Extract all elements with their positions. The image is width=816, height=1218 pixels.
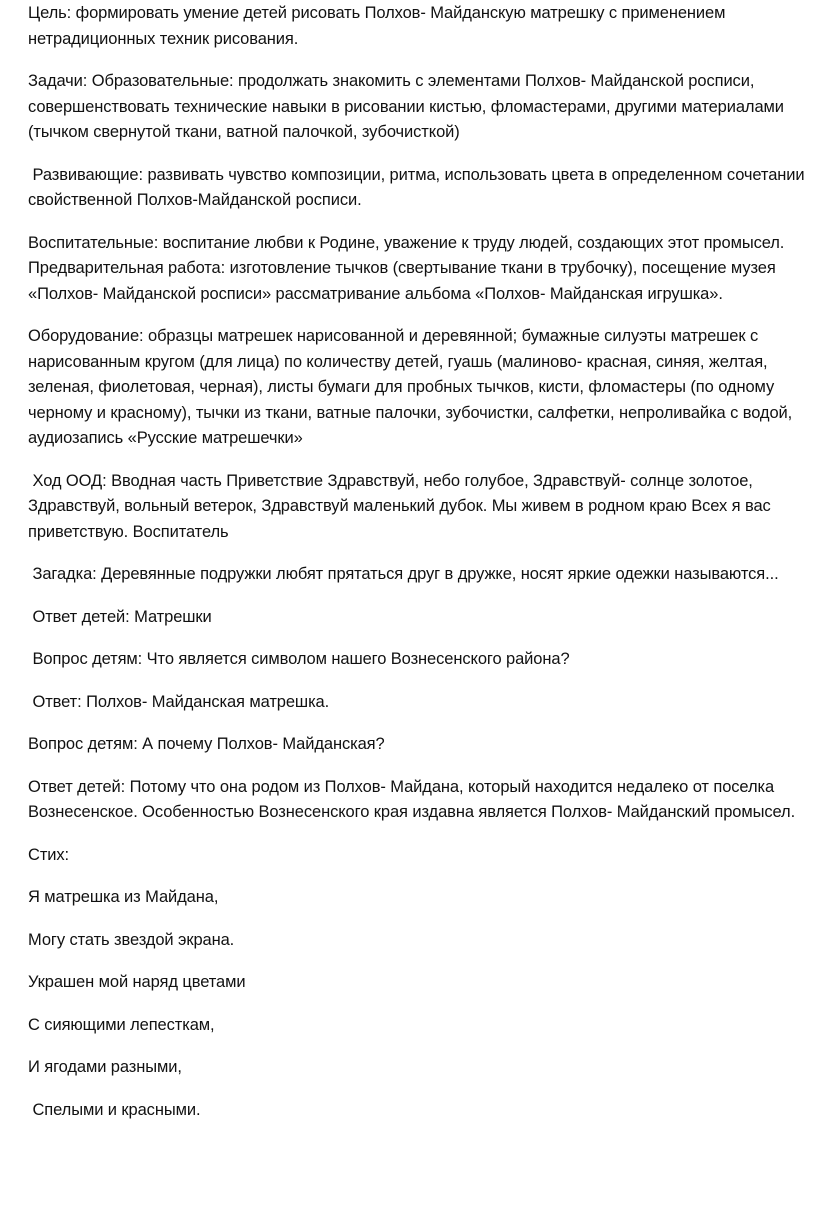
poem-line-6: Спелыми и красными. <box>28 1100 201 1119</box>
poem-line-4: С сияющими лепесткам, <box>28 1015 215 1034</box>
paragraph-tasks-educational: Задачи: Образовательные: продолжать знакомить с элементами Полхов- Майданской росписи, совершенствовать технические навыки в рисовании кистью, фломастерами, другими материалами (тычком свернутой ткани, ватной палочкой, зубочисткой) <box>28 72 789 141</box>
paragraph-question-symbol: Вопрос детям: Что является символом нашего Вознесенского района? <box>28 650 570 668</box>
paragraph-lesson-intro: Ход ООД: Вводная часть Приветствие Здравствуй, небо голубое, Здравствуй- солнце золотое, Здравствуй, вольный ветерок, Здравствуй маленький дубок. Мы живем в родном краю Всех я вас приветствую. Воспитатель <box>28 471 776 541</box>
paragraph-equipment: Оборудование: образцы матрешек нарисованной и деревянной; бумажные силуэты матрешек с нарисованным кругом (для лица) по количеству детей, гуашь (малиново- красная, синяя, желтая, зеленая, фиолетовая, черная), листы бумаги для пробных тычков, кисти, фломастеры (по одному черному и красному), тычки из ткани, ватные палочки, зубочистки, салфетки, непроливайка с водой, аудиозапись «Русские матрешечки» <box>28 327 797 447</box>
paragraph-riddle: Загадка: Деревянные подружки любят прятаться друг в дружке, носят яркие одежки называются... <box>28 565 779 583</box>
paragraph-answer-origin: Ответ детей: Потому что она родом из Полхов- Майдана, который находится недалеко от поселка Вознесенское. Особенностью Вознесенского края издавна является Полхов- Майданский промысел. <box>28 777 796 821</box>
poem-line-5: И ягодами разными, <box>28 1058 182 1076</box>
poem-line-1: Я матрешка из Майдана, <box>28 888 219 906</box>
paragraph-tasks-upbringing: Воспитательные: воспитание любви к Родине, уважение к труду людей, создающих этот промысел. Предварительная работа: изготовление тычков (свертывание ткани в трубочку), посещение музея «Полхов- Майданской росписи» рассматривание альбома «Полхов- Майданская игрушка». <box>28 233 789 303</box>
paragraph-goal: Цель: формировать умение детей рисовать Полхов- Майданскую матрешку с применением нетрадиционных техник рисования. <box>28 4 730 48</box>
poem-line-3: Украшен мой наряд цветами <box>28 973 246 991</box>
poem-line-2: Могу стать звездой экрана. <box>28 930 235 949</box>
paragraph-poem-heading: Стих: <box>28 845 70 864</box>
paragraph-answer-matryoshka: Ответ: Полхов- Майданская матрешка. <box>28 692 330 711</box>
paragraph-children-answer: Ответ детей: Матрешки <box>28 607 212 626</box>
paragraph-question-why: Вопрос детям: А почему Полхов- Майданская? <box>28 735 385 753</box>
paragraph-tasks-developing: Развивающие: развивать чувство композиции, ритма, использовать цвета в определенном сочетании свойственной Полхов-Майданской росписи. <box>28 165 810 209</box>
